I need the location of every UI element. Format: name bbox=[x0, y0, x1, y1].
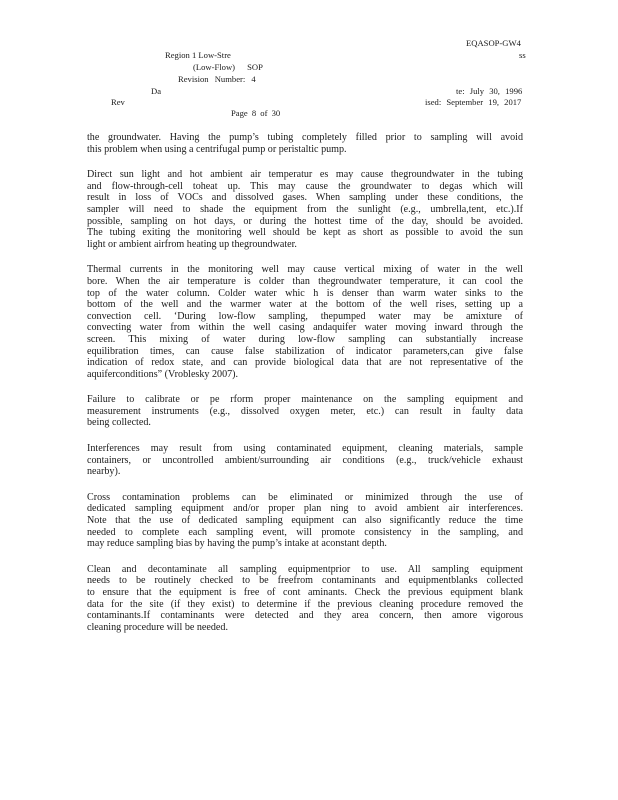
text-line: bore. When the air temperature is colder than thegroundwater temperature, it can cool the bbox=[87, 275, 523, 287]
paragraph-7 bbox=[87, 564, 523, 634]
document-id: EQASOP-GW4 bbox=[466, 38, 521, 48]
text-line: result in loss of VOCs and dissolved gases. When sampling under these conditions, the bbox=[87, 192, 523, 204]
paragraph-3 bbox=[87, 264, 523, 380]
text-line: needed to complete each sampling event, will promote consistency in the sampling, and bbox=[87, 526, 523, 538]
header-region-end: ss bbox=[519, 50, 526, 60]
text-line: dedicated sampling equipment and/or proper plan ning to avoid ambient air interferences. bbox=[87, 503, 523, 515]
page-number: Page 8 of 30 bbox=[231, 108, 281, 118]
text-line: Failure to calibrate or pe rform proper maintenance on the sampling equipment and bbox=[87, 394, 523, 406]
text-line: this problem when using a centrifugal pump or peristaltic pump. bbox=[87, 143, 347, 155]
text-line: the groundwater. Having the pump’s tubing completely filled prior to sampling will avoid bbox=[87, 132, 523, 143]
text-line: sampler will need to shade the equipment from the sunlight (e.g., umbrella,tent, etc.).If bbox=[87, 203, 523, 215]
text-line: to ensure that the equipment is free of cont aminants. Check the previous equipment blank bbox=[87, 587, 523, 598]
text-line: light or ambient airfrom heating up thegroundwater. bbox=[87, 238, 297, 250]
text-line: Note that the use of dedicated sampling equipment can also significantly reduce the time bbox=[87, 515, 523, 527]
text-line: and flow-through-cell toheat up. This may cause the groundwater to degas which will bbox=[87, 180, 523, 192]
text-line: The tubing exiting the monitoring well should be kept as short as possible to avoid the sun bbox=[87, 227, 523, 239]
header-revised-label: Rev bbox=[111, 97, 125, 107]
text-line: nearby). bbox=[87, 466, 121, 478]
paragraph-4 bbox=[87, 394, 523, 429]
text-line: may reduce sampling bias by having the pump’s intake at aconstant depth. bbox=[87, 538, 387, 550]
text-line: equilibration times, can cause false stabilization of indicator parameters,can give false bbox=[87, 345, 523, 357]
text-line: bottom of the well and the warmer water at the bottom of the well rises, setting up a bbox=[87, 299, 523, 311]
text-line: Cross contamination problems can be eliminated or minimized through the use of bbox=[87, 491, 523, 503]
text-line: Clean and decontaminate all sampling equipmentprior to use. All sampling equipment bbox=[87, 563, 523, 575]
text-line: being collected. bbox=[87, 417, 151, 429]
paragraph-1 bbox=[87, 132, 523, 155]
document-body bbox=[87, 132, 523, 647]
text-line: data for the site (if they exist) to determine if the previous cleaning procedure removed the bbox=[87, 598, 523, 610]
header-region: Region 1 Low-Stre bbox=[165, 50, 231, 60]
paragraph-6 bbox=[87, 492, 523, 550]
text-line: possible, sampling on hot days, or during the hottest time of the day, should be avoided. bbox=[87, 215, 523, 227]
header-revised-value: ised: September 19, 2017 bbox=[425, 97, 522, 107]
text-line: needs to be routinely checked to be freefrom contaminants and equipmentblanks collected bbox=[87, 575, 523, 587]
text-line: containers, or uncontrolled ambient/surrounding air conditions (e.g., truck/vehicle exhaust bbox=[87, 454, 523, 466]
text-line: Direct sun light and hot ambient air temperatur es may cause thegroundwater in the tubing bbox=[87, 169, 523, 181]
text-line: convecting water from within the well casing andaquifer water moving inward through the bbox=[87, 322, 523, 334]
header-date-value: te: July 30, 1996 bbox=[456, 86, 523, 96]
text-line: measurement instruments (e.g., dissolved oxygen meter, etc.) can result in faulty data bbox=[87, 405, 523, 417]
text-line: top of the water column. Colder water whic h is denser than warm water sinks to the bbox=[87, 287, 523, 299]
text-line: screen. This mixing of water during low-flow sampling can substantially increase bbox=[87, 333, 523, 345]
text-line: convection cell. ‘During low-flow sampling, thepumped water may be amixture of bbox=[87, 310, 523, 322]
paragraph-5 bbox=[87, 443, 523, 478]
text-line: contaminants.If contaminants were detected and they area concern, then amore vigorous bbox=[87, 610, 523, 622]
text-line: Interferences may result from using contaminated equipment, cleaning materials, sample bbox=[87, 443, 523, 455]
header-revision: Revision Number: 4 bbox=[178, 74, 256, 84]
text-line: indication of redox state, and can provide biological data that are not representative of the bbox=[87, 357, 523, 369]
header-subtitle: (Low-Flow) SOP bbox=[193, 62, 263, 72]
text-line: Thermal currents in the monitoring well may cause vertical mixing of water in the well bbox=[87, 264, 523, 276]
paragraph-2 bbox=[87, 169, 523, 250]
text-line: aquiferconditions” (Vroblesky 2007). bbox=[87, 368, 239, 380]
text-line: cleaning procedure will be needed. bbox=[87, 621, 228, 633]
header-date-label: Da bbox=[151, 86, 162, 96]
